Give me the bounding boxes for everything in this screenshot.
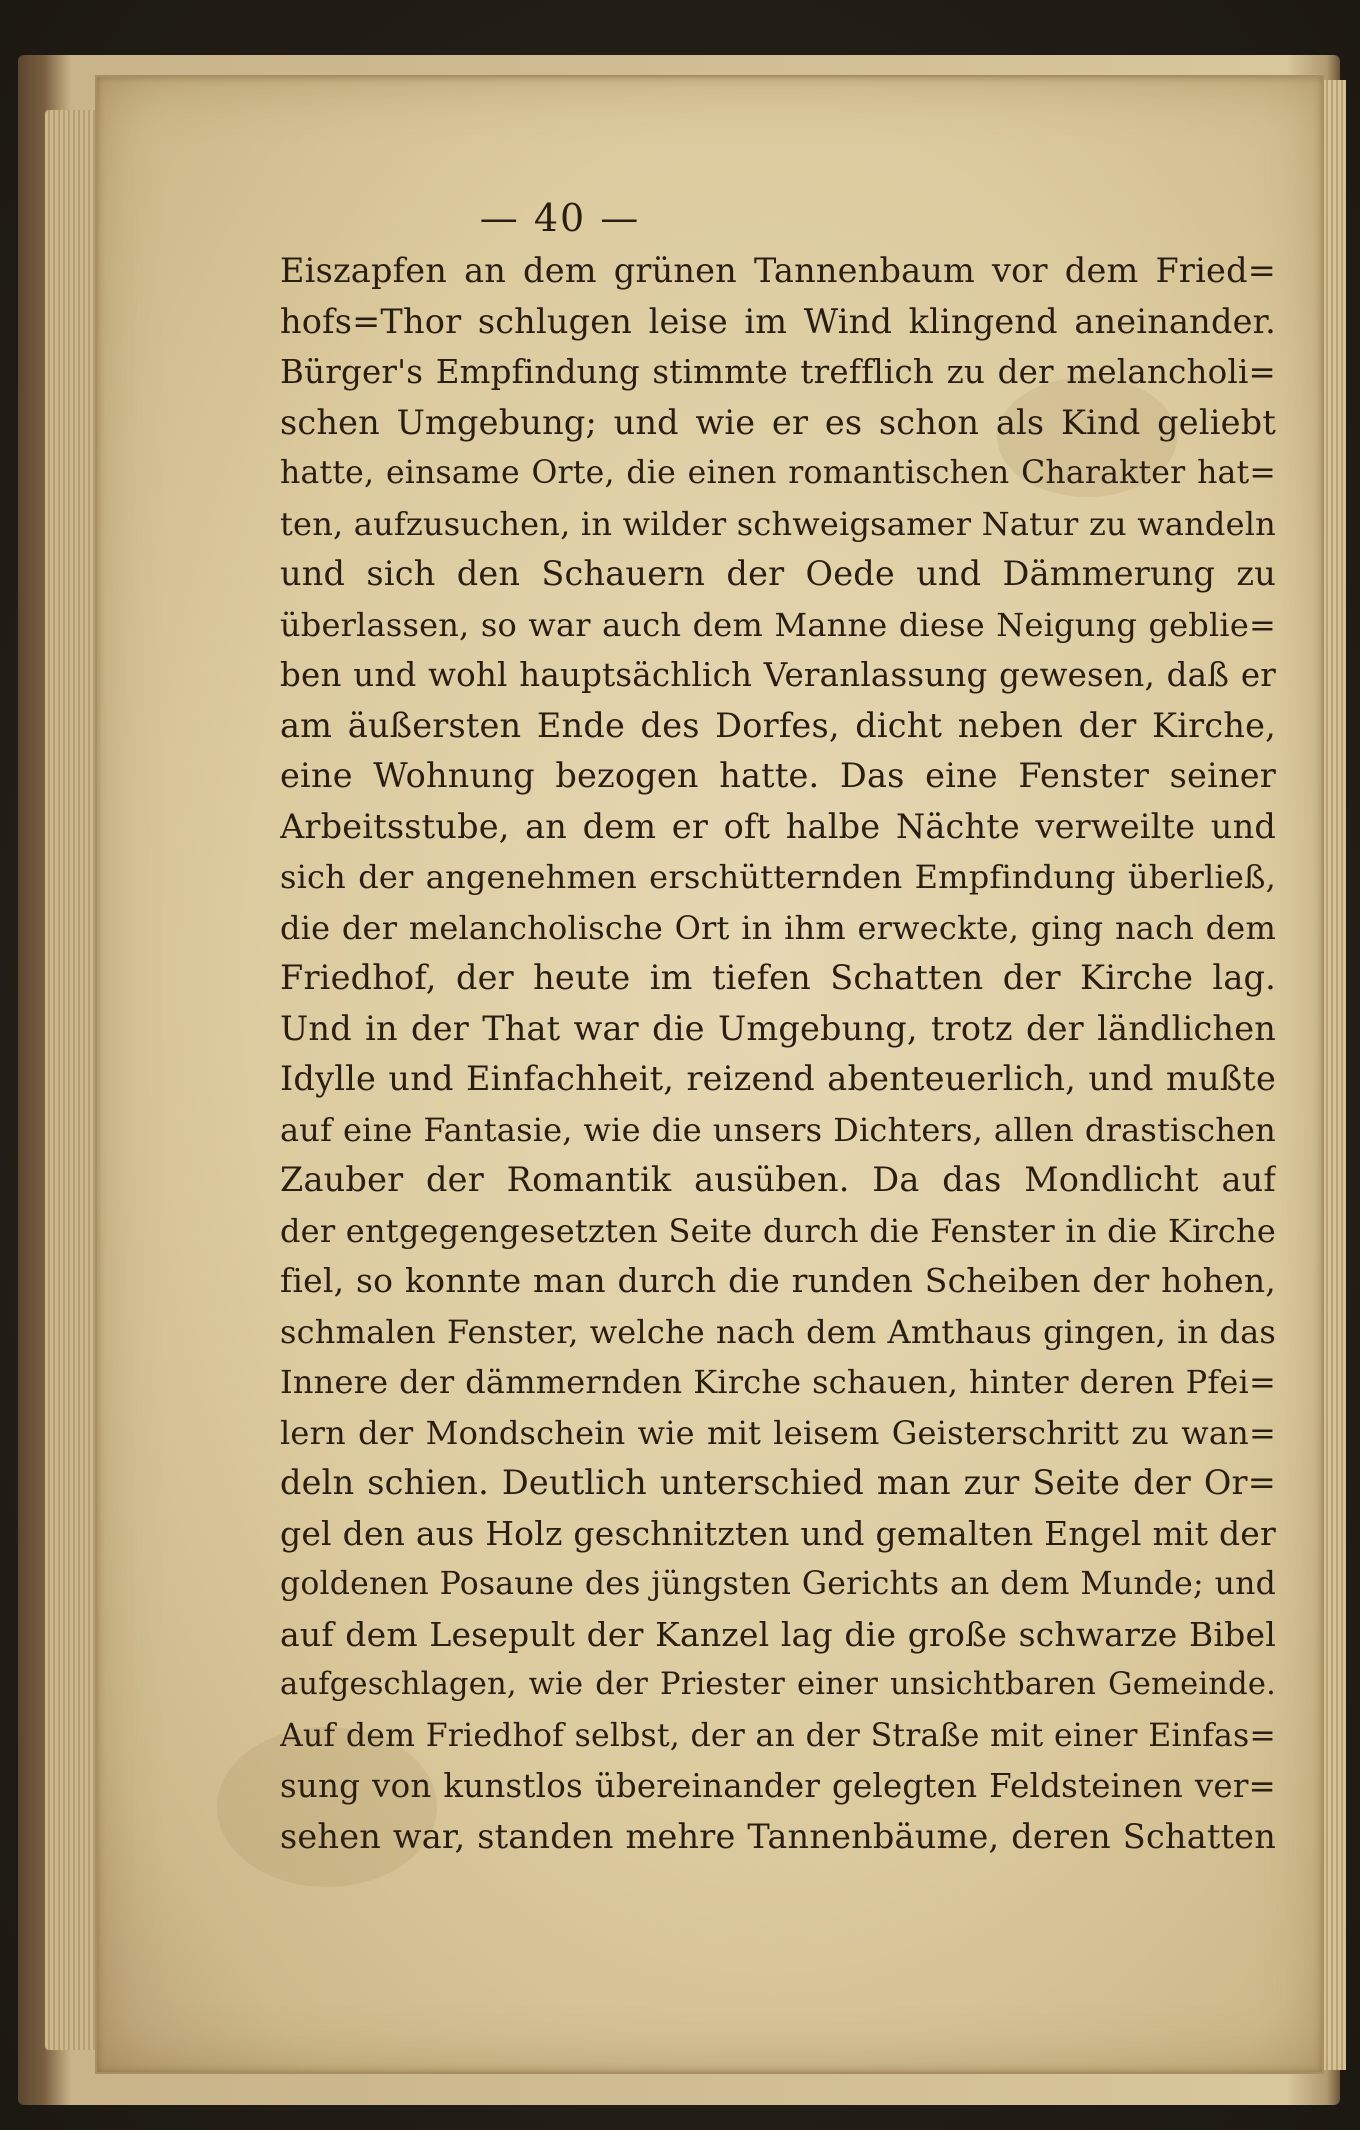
text-line: sich der angenehmen erschütternden Empfindung überließ, [280,858,1276,896]
text-line: Und in der That war die Umgebung, trotz der ländlichen [280,1008,1276,1048]
text-line: der entgegengesetzten Seite durch die Fenster in die Kirche [280,1211,1276,1250]
text-line: schmalen Fenster, welche nach dem Amthaus gingen, in das [280,1312,1276,1351]
text-line: gel den aus Holz geschnitzten und gemalten Engel mit der [280,1513,1276,1553]
page-number: — 40 — [479,196,641,240]
text-line: am äußersten Ende des Dorfes, dicht neben der Kirche, [280,705,1276,745]
text-line: auf dem Lesepult der Kanzel lag die große schwarze Bibel [280,1614,1276,1654]
text-line: goldenen Posaune des jüngsten Gerichts an dem Munde; und [280,1566,1276,1602]
text-line: hatte, einsame Orte, die einen romantischen Charakter hat= [280,455,1276,491]
text-line: Bürger's Empfindung stimmte trefflich zu der melancholi= [280,353,1276,391]
text-line: hofs=Thor schlugen leise im Wind klingend aneinander. [280,301,1276,341]
text-line: Idylle und Einfachheit, reizend abenteuerlich, und mußte [280,1059,1276,1098]
text-line: aufgeschlagen, wie der Priester einer unsichtbaren Gemeinde. [280,1667,1276,1702]
text-line: und sich den Schauern der Oede und Dämmerung zu [280,554,1276,593]
text-block [280,190,1280,1862]
text-line: auf eine Fantasie, wie die unsers Dichters, allen drastischen [280,1110,1276,1149]
text-line: eine Wohnung bezogen hatte. Das eine Fenster seiner [280,756,1276,795]
text-line: ten, aufzusuchen, in wilder schweigsamer Natur zu wandeln [280,504,1276,543]
text-line: deln schien. Deutlich unterschied man zur Seite der Or= [280,1463,1276,1502]
text-line: Eiszapfen an dem grünen Tannenbaum vor dem Fried= [280,251,1276,290]
body-text [280,246,1280,1862]
text-line: Auf dem Friedhof selbst, der an der Straße mit einer Einfas= [280,1717,1276,1754]
text-line: schen Umgebung; und wie er es schon als Kind geliebt [280,402,1276,442]
text-line: ben und wohl hauptsächlich Veranlassung gewesen, daß er [280,656,1276,694]
text-line: die der melancholische Ort in ihm erweckte, ging nach dem [280,908,1276,947]
text-line: lern der Mondschein wie mit leisem Geisterschritt zu wan= [280,1413,1276,1452]
text-line: Innere der dämmernden Kirche schauen, hinter deren Pfei= [280,1363,1276,1401]
text-line: sehen war, standen mehre Tannenbäume, deren Schatten [280,1816,1276,1856]
text-line: Friedhof, der heute im tiefen Schatten der Kirche lag. [280,958,1276,997]
text-line: fiel, so konnte man durch die runden Scheiben der hohen, [280,1261,1276,1300]
text-line: Arbeitsstube, an dem er oft halbe Nächte verweilte und [280,806,1276,846]
text-line: überlassen, so war auch dem Manne diese Neigung geblie= [280,605,1276,644]
text-line: Zauber der Romantik ausüben. Da das Mondlicht auf [280,1160,1276,1199]
text-line: sung von kunstlos übereinander gelegten Feldsteinen ver= [280,1767,1276,1805]
